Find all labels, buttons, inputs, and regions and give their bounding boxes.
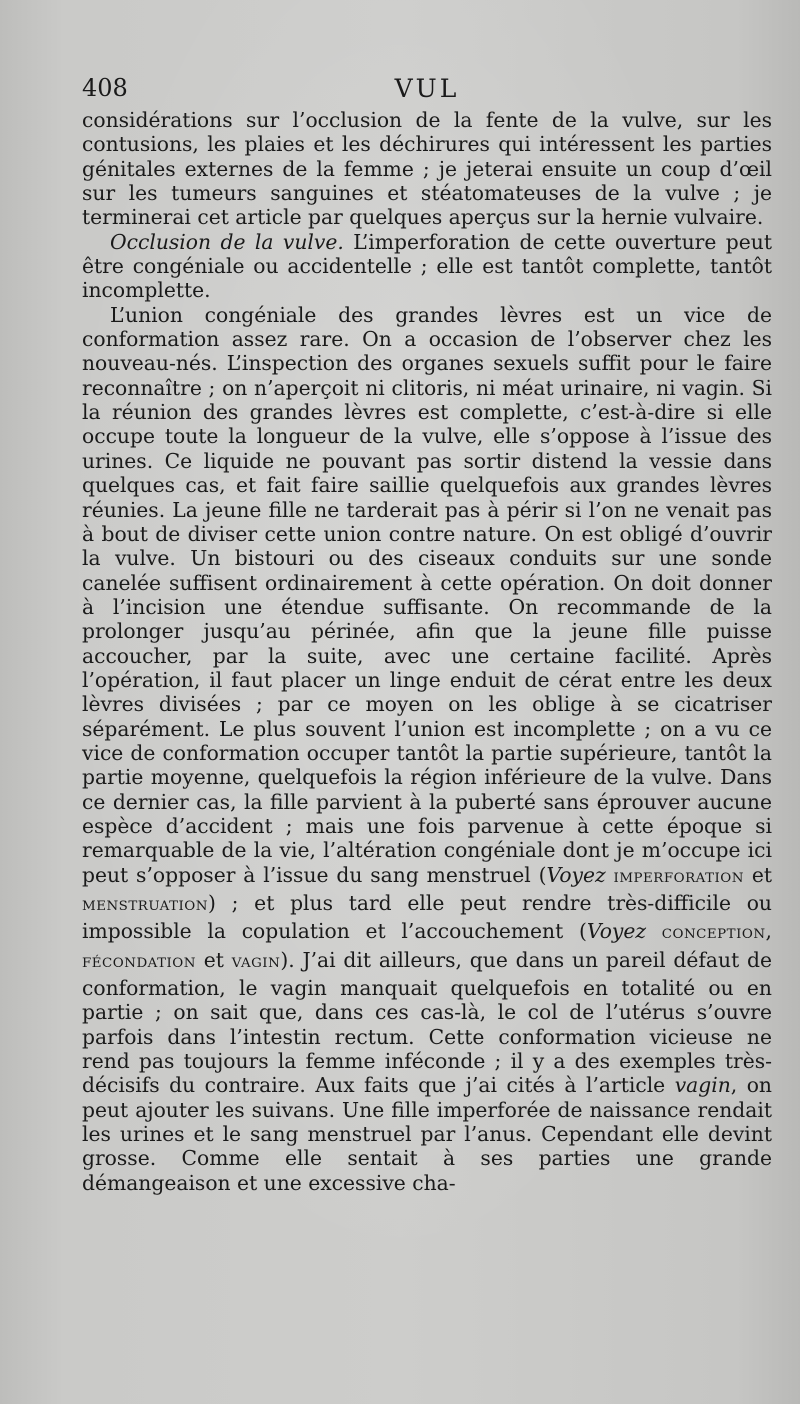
text-run	[646, 919, 662, 943]
text-run: L’union congéniale des grandes lèvres est un vice de conformation assez rare. On a occasion de l’observer chez les nouveau-nés. L’inspection des organes sexuels suffit pour le faire reconnaître ; on n’aperçoit ni clitoris, ni méat urinaire, ni vagin. Si la réunion des grandes lèvres est complette, c’est-à-dire si elle occupe toute la longueur de la vulve, elle s’oppose à l’issue des urines. Ce liquide ne pouvant pas sortir distend la vessie dans quelques cas, et fait faire saillie quelquefois aux grandes lèvres réunies. La jeune fille ne tarderait pas à périr si l’on ne venait pas à bout de diviser cette union contre nature. On est obligé d’ouvrir la vulve. Un bistouri ou des ciseaux conduits sur une sonde canelée suffisent ordinairement à cette opération. On doit donner à l’incision une étendue suffisante. On recommande de la prolonger jusqu’au périnée, afin que la jeune fille puisse accoucher, par la suite, avec une certaine facilité. Après l’opération, il faut placer un linge enduit de cérat entre les deux lèvres divisées ; par ce moyen on les oblige à se cicatriser séparément. Le plus souvent l’union est incomplette ; on a vu ce vice de conformation occuper tantôt la partie supérieure, tantôt la partie moyenne, quelquefois la région inférieure de la vulve. Dans ce dernier cas, la fille parvient à la puberté sans éprouver aucune espèce d’accident ; mais une fois parvenue à cette époque si remarquable de la vie, l’altération congéniale dont je m’occupe ici peut s’opposer à l’issue du sang menstruel (	[82, 302, 772, 887]
paragraph	[82, 230, 772, 303]
italic-run: Occlusion de la vulve.	[110, 229, 344, 254]
cross-reference: IMPERFORATION	[613, 870, 744, 886]
text-run: considérations sur l’occlusion de la fente de la vulve, sur les contusions, les plaies et les déchirures qui intéressent les parties génitales externes de la femme ; je jeterai ensuite un coup d’œil sur les tumeurs sanguines et stéatomateuses de la vulve ; je terminerai cet article par quelques aperçus sur la hernie vulvaire.	[82, 108, 772, 230]
text-run: et	[743, 862, 772, 887]
paragraph	[82, 303, 772, 1195]
page-header	[82, 74, 772, 104]
text-run: ,	[765, 919, 772, 944]
paragraph	[82, 108, 772, 230]
text-run: ) ; et plus tard elle peut rendre très-difficile ou impossible la copulation et l’accouchement (	[82, 891, 772, 944]
cross-reference: MENSTRUATION	[82, 899, 208, 914]
body-text	[82, 108, 772, 1195]
cross-reference: CONCEPTION	[661, 927, 766, 943]
text-run: ). J’ai dit ailleurs, que dans un pareil défaut de conformation, le vagin manquait quelquefois en totalité ou en partie ; on sait que, dans ces cas-là, le col de l’utérus s’ouvre parfois dans l’intestin rectum. Cette conformation vicieuse ne rend pas toujours la femme inféconde ; il y a des exemples très-décisifs du contraire. Aux faits que j’ai cités à l’article	[82, 947, 773, 1098]
text-run	[606, 863, 614, 887]
page-number: 408	[82, 74, 128, 102]
cross-reference: FÉCONDATION	[82, 955, 196, 971]
running-head: VUL	[394, 74, 460, 103]
text-run: L’imperforation de cette ouverture peut être congéniale ou accidentelle ; elle est tantôt complette, tantôt incomplette.	[82, 229, 772, 303]
italic-run: Voyez	[546, 862, 606, 887]
cross-reference: VAGIN	[231, 955, 281, 971]
italic-run: Voyez	[586, 919, 647, 944]
italic-run: vagin	[674, 1073, 731, 1098]
text-run: et	[195, 947, 232, 972]
text-run: , on peut ajouter les suivans. Une fille imperforée de naissance rendait les urines et le sang menstruel par l’anus. Cependant elle devint grosse. Comme elle sentait à ses parties une grande démangeaison et une excessive cha-	[82, 1073, 772, 1195]
